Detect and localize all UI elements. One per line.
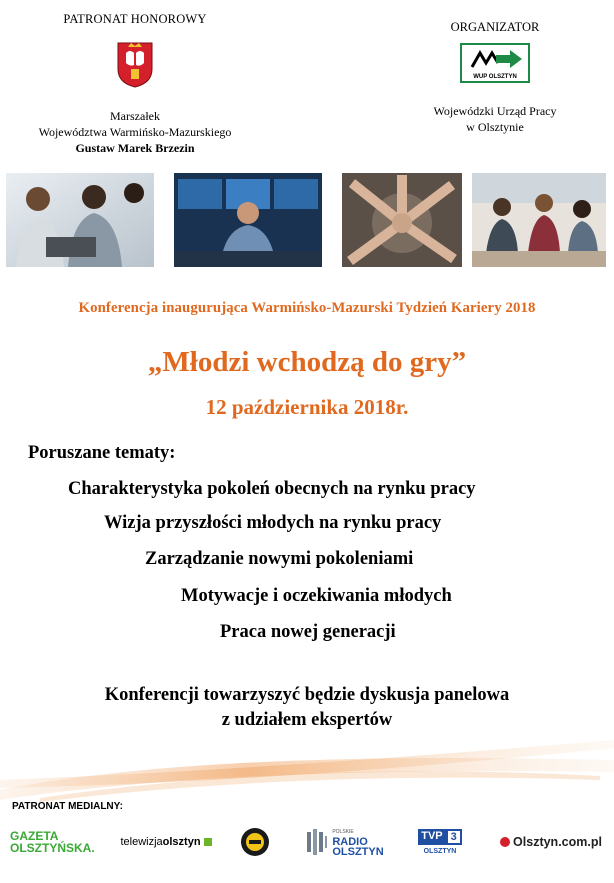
honorary-patron xyxy=(0,12,270,156)
olsztyn-com-text: Olsztyn.com.pl xyxy=(513,835,602,849)
photo-strip xyxy=(6,173,606,267)
gazeta-logo-line-1: GAZETA xyxy=(10,829,59,843)
tvp-logo-city: OLSZTYN xyxy=(423,848,457,855)
decorative-swoosh xyxy=(0,720,614,810)
patron-title-line: Marszałek xyxy=(110,109,160,123)
olsztyn-com-pl-logo xyxy=(492,822,610,862)
topic-item: Wizja przyszłości młodych na rynku pracy xyxy=(104,513,442,533)
topic-item: Motywacje i oczekiwania młodych xyxy=(181,586,452,606)
photo-young-people-laptop xyxy=(6,173,154,267)
radio-bars-icon xyxy=(306,828,328,856)
radio-badge-logo xyxy=(238,822,272,862)
polskie-radio-olsztyn-logo xyxy=(300,822,390,862)
topic-item: Praca nowej generacji xyxy=(220,622,396,642)
wup-logo xyxy=(460,43,530,83)
gazeta-logo-line-2: OLSZTYŃSKA. xyxy=(10,841,95,855)
topic-item: Charakterystyka pokoleń obecnych na rynku pracy xyxy=(68,479,476,499)
organizer-heading: ORGANIZATOR xyxy=(450,20,540,34)
organizer-name-line: Wojewódzki Urząd Pracy xyxy=(433,104,557,118)
closing-line-1: Konferencji towarzyszyć będzie dyskusja panelowa xyxy=(104,685,510,705)
wup-arrow-icon xyxy=(462,47,528,73)
coat-of-arms-icon xyxy=(116,41,154,89)
media-patronage-heading: PATRONAT MEDIALNY: xyxy=(12,801,123,812)
tvp-logo-number: 3 xyxy=(446,829,462,845)
organizer-city-line: w Olsztynie xyxy=(466,120,524,134)
closing-line-2: z udziałem ekspertów xyxy=(221,710,393,730)
tvp-logo-text: TVP xyxy=(418,829,445,845)
photo-meeting-room xyxy=(472,173,606,267)
photo-team-hands xyxy=(342,173,490,267)
patron-heading: PATRONAT HONOROWY xyxy=(63,12,207,26)
radio-logo-word: RADIO xyxy=(332,836,368,848)
telewizja-logo-city: olsztyn xyxy=(162,836,201,848)
conference-line: Konferencja inaugurująca Warmińsko-Mazurski Tydzień Kariery 2018 xyxy=(78,300,536,316)
telewizja-olsztyn-logo xyxy=(110,822,222,862)
tvp3-olsztyn-logo xyxy=(412,822,468,862)
radio-logo-city: OLSZTYN xyxy=(332,846,384,858)
round-badge-icon xyxy=(240,827,270,857)
wup-logo-text: WUP OLSZTYN xyxy=(473,74,517,80)
photo-man-at-monitors xyxy=(174,173,322,267)
patron-region-line: Województwa Warmińsko-Mazurskiego xyxy=(38,125,232,139)
event-date: 12 października 2018r. xyxy=(205,395,409,419)
telewizja-logo-word: telewizja xyxy=(120,836,163,848)
event-title: „Młodzi wchodzą do gry” xyxy=(147,346,467,378)
topic-item: Zarządzanie nowymi pokoleniami xyxy=(145,549,414,569)
organizer xyxy=(395,20,595,135)
topics-heading: Poruszane tematy: xyxy=(28,443,176,463)
telewizja-square-icon xyxy=(204,838,212,846)
radio-logo-small: POLSKIE xyxy=(332,829,354,835)
olsztyn-com-badge-icon xyxy=(500,837,510,847)
patron-name: Gustaw Marek Brzezin xyxy=(75,141,195,155)
gazeta-olsztynska-logo xyxy=(10,822,95,862)
